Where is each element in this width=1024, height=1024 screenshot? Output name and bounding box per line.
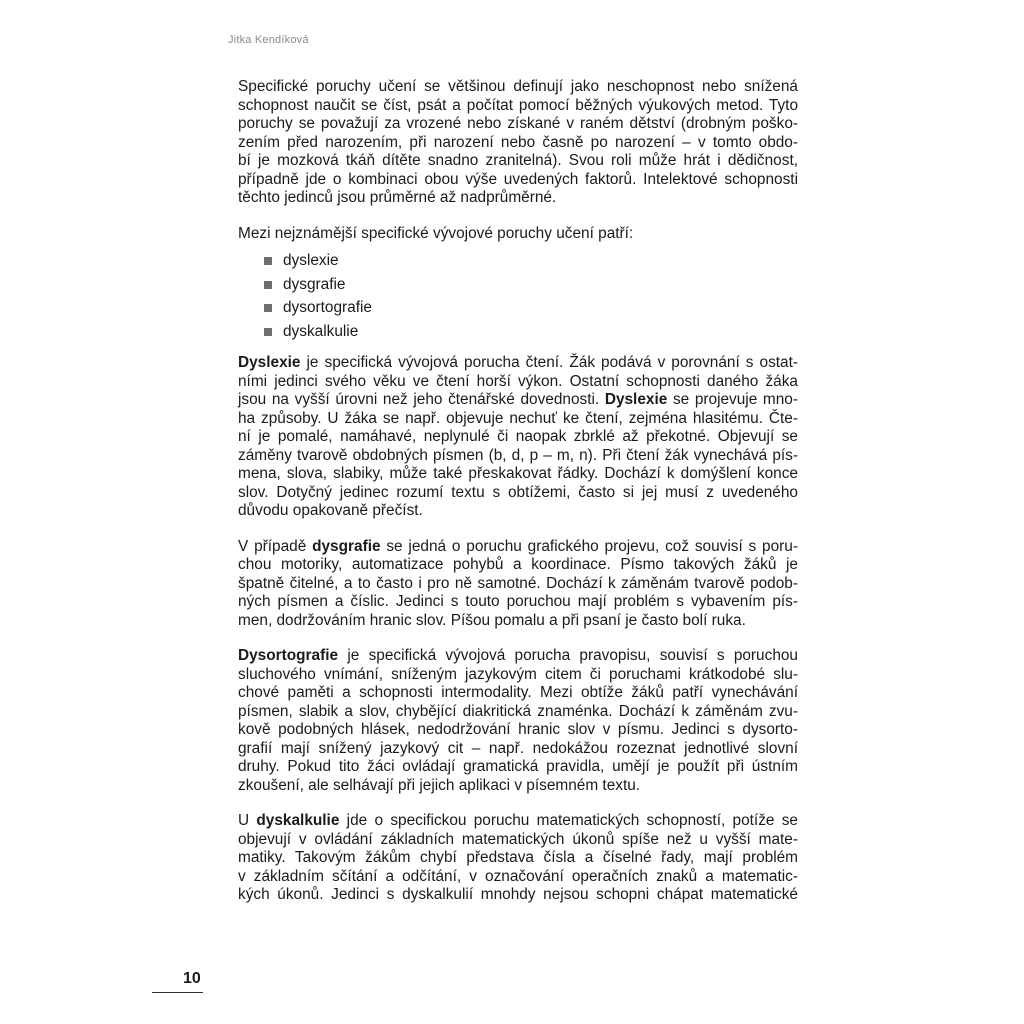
text-line: Dysortografie je specifická vývojová porucha pravopisu, souvisí s poruchou bbox=[238, 647, 798, 664]
text-line: V případě dysgrafie se jedná o poruchu grafického projevu, což souvisí s poru- bbox=[238, 537, 798, 555]
list-item-label: dyskalkulie bbox=[283, 322, 359, 340]
list-item bbox=[238, 296, 798, 320]
text-line: ní je pomalé, namáhavé, neplynulé či naopak zbrklé až překotné. Objevují se bbox=[238, 428, 798, 445]
text-line: druhy. Pokud tito žáci ovládají gramatická pravidla, umějí je použít při ústním bbox=[238, 758, 798, 775]
paragraph-intro bbox=[238, 78, 798, 208]
term-dysortografie: Dysortografie bbox=[238, 647, 339, 664]
text-line: Mezi nejznámější specifické vývojové poruchy učení patří: bbox=[238, 224, 634, 242]
text-line: špatně čitelné, a to často i pro ně samotné. Dochází k záměnám tvarově podob- bbox=[238, 574, 798, 592]
page-body bbox=[238, 78, 798, 905]
text-line: grafií mají snížený jazykový cit – např. nedokážou rozeznat jednotlivé slovní bbox=[238, 739, 798, 757]
paragraph-dyslexie bbox=[238, 354, 798, 521]
square-bullet-icon bbox=[264, 257, 272, 265]
text-line: kově podobných hlásek, nedodržování hranic slov v písmu. Jedinci s dysorto- bbox=[238, 721, 798, 738]
term-dyslexie: Dyslexie bbox=[238, 354, 301, 371]
text-line: zkoušení, ale selhávají při jejich aplikaci v písemném textu. bbox=[238, 776, 641, 794]
text-line: mena, slova, slabiky, může také přeskakovat řádky. Dochází k domýšlení konce bbox=[238, 465, 798, 482]
text-line: matiky. Takovým žákům chybí představa čísla a číselné řady, mají problém bbox=[238, 849, 798, 866]
list-item bbox=[238, 273, 798, 297]
text-line: záměny tvarově obdobných písmen (b, d, p – m, n). Při čtení žák vynechává pís- bbox=[238, 446, 798, 464]
text-line: těchto jedinců jsou průměrné až nadprůměrné. bbox=[238, 189, 557, 206]
text-line: U dyskalkulie jde o specifickou poruchu matematických schopností, potíže se bbox=[238, 812, 798, 829]
text-line: bí je mozková tkáň dítěte snadno zranitelná). Svou roli může hrát i dědičnost, bbox=[238, 152, 798, 169]
list-item-label: dyslexie bbox=[283, 252, 339, 269]
square-bullet-icon bbox=[264, 328, 272, 336]
text-line: zením před narozením, při narození nebo časně po narození – v tomto obdo- bbox=[238, 133, 798, 151]
paragraph-dysortografie bbox=[238, 647, 798, 795]
square-bullet-icon bbox=[264, 304, 272, 312]
paragraph-list-intro bbox=[238, 225, 798, 244]
footer-rule bbox=[152, 992, 203, 993]
text-line: objevují v ovládání základních matematických úkonů spíše než u vyšší mate- bbox=[238, 830, 798, 848]
text-line: ními jedinci svého věku ve čtení horší výkon. Ostatní schopnosti daného žáka bbox=[238, 372, 798, 390]
running-header-author: Jitka Kendíková bbox=[228, 34, 309, 46]
text-line: men, dodržováním hranic slov. Píšou pomalu a při psaní je často bolí ruka. bbox=[238, 611, 746, 629]
term-dyskalkulie: dyskalkulie bbox=[256, 812, 340, 829]
paragraph-dysgrafie bbox=[238, 538, 798, 631]
text-line: Specifické poruchy učení se většinou definují jako neschopnost nebo snížená bbox=[238, 78, 798, 95]
text-line: případně jde o kombinaci obou výše uvedených faktorů. Intelektové schopnosti bbox=[238, 170, 798, 188]
disorder-list bbox=[238, 249, 798, 343]
text-line: ha způsoby. U žáka se např. objevuje nechuť ke čtení, zejména hlasitému. Čte- bbox=[238, 409, 798, 427]
square-bullet-icon bbox=[264, 281, 272, 289]
text-line: schopnost naučit se číst, psát a počítat pomocí běžných výukových metod. Tyto bbox=[238, 96, 798, 114]
text-line: kých úkonů. Jedinci s dyskalkulií mnohdy nejsou schopni chápat matematické bbox=[238, 886, 798, 903]
list-item-label: dysgrafie bbox=[283, 275, 346, 293]
term-dyslexie-2: Dyslexie bbox=[604, 391, 668, 408]
text-line: v základním sčítání a odčítání, v označování operačních znaků a matematic- bbox=[238, 867, 798, 885]
list-item bbox=[238, 249, 798, 273]
text-line: chové paměti a schopnosti intermodality. Mezi obtíže žáků patří vynechávání bbox=[238, 684, 798, 701]
text-line: důvodu opakovaně přečíst. bbox=[238, 502, 423, 519]
list-item-label: dysortografie bbox=[283, 299, 372, 316]
text-line: chou motoriky, automatizace pohybů a koordinace. Písmo takových žáků je bbox=[238, 556, 798, 573]
text-line: ných písmen a číslic. Jedinci s touto poruchou mají problém s vybavením pís- bbox=[238, 593, 798, 610]
text-line: jsou na vyšší úrovni než jeho čtenářské dovednosti. Dyslexie se projevuje mno- bbox=[238, 391, 798, 408]
page-number: 10 bbox=[183, 970, 201, 987]
text-line: písmen, slabik a slov, chybějící diakritická znaménka. Dochází k záměnám zvu- bbox=[238, 702, 798, 720]
paragraph-dyskalkulie bbox=[238, 812, 798, 905]
term-dysgrafie: dysgrafie bbox=[312, 537, 381, 555]
text-line: sluchového vnímání, sníženým jazykovým citem či poruchami krátkodobé slu- bbox=[238, 665, 798, 683]
list-item bbox=[238, 320, 798, 344]
text-line: Dyslexie je specifická vývojová porucha čtení. Žák podává v porovnání s ostat- bbox=[238, 354, 798, 371]
text-line: poruchy se považují za vrozené nebo získané v raném dětství (drobným poško- bbox=[238, 115, 798, 132]
text-line: slov. Dotyčný jedinec rozumí textu s obtížemi, často si jej musí z uvedeného bbox=[238, 483, 798, 501]
